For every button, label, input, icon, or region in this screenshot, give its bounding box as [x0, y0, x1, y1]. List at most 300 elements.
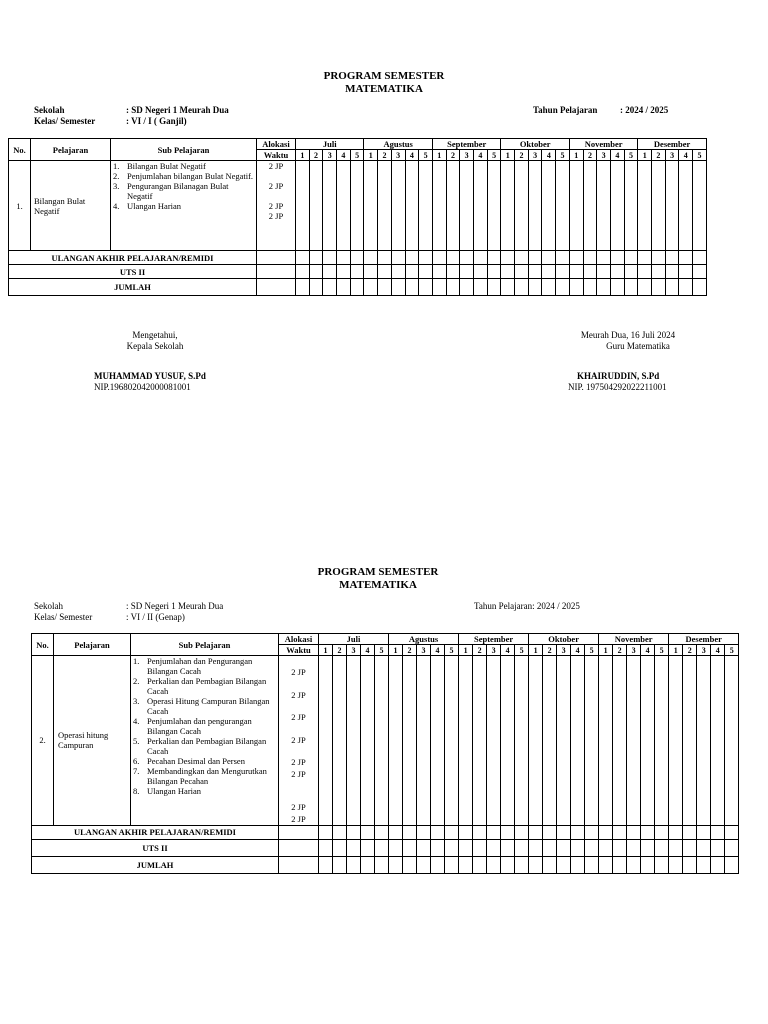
- week-cell: [364, 161, 378, 251]
- row-pelajaran: Operasi hitung Campuran: [54, 656, 131, 826]
- ulangan-alokasi: [279, 825, 319, 839]
- week-cell: [337, 251, 351, 265]
- week-cell: [432, 265, 446, 279]
- week-4-2: 2: [515, 150, 529, 161]
- week-3-2: 2: [473, 645, 487, 656]
- week-4-2: 2: [543, 645, 557, 656]
- week-3-4: 4: [474, 150, 488, 161]
- week-cell: [389, 839, 403, 856]
- week-cell: [350, 251, 364, 265]
- week-cell: [419, 279, 433, 296]
- week-cell: [569, 265, 583, 279]
- week-cell: [431, 839, 445, 856]
- sub-pelajaran-item: [113, 171, 256, 181]
- week-cell: [655, 656, 669, 826]
- week-cell: [641, 825, 655, 839]
- week-cell: [405, 161, 419, 251]
- week-cell: [501, 839, 515, 856]
- sub-pelajaran-item: [113, 161, 256, 171]
- week-cell: [431, 856, 445, 873]
- row-jumlah: JUMLAH: [32, 856, 279, 873]
- week-cell: [542, 279, 556, 296]
- week-2-1: 1: [389, 645, 403, 656]
- place-date-text: Meurah Dua, 16 Juli 2024: [580, 330, 676, 340]
- week-4-4: 4: [571, 645, 585, 656]
- week-cell: [515, 161, 529, 251]
- week-cell: [597, 161, 611, 251]
- week-cell: [403, 825, 417, 839]
- week-cell: [613, 856, 627, 873]
- week-cell: [515, 856, 529, 873]
- week-cell: [474, 265, 488, 279]
- week-cell: [613, 839, 627, 856]
- week-cell: [515, 251, 529, 265]
- week-cell: [569, 251, 583, 265]
- week-cell: [378, 265, 392, 279]
- doc1-title-line2: MATEMATIKA: [345, 83, 423, 95]
- week-cell: [529, 839, 543, 856]
- week-cell: [725, 825, 739, 839]
- week-cell: [460, 161, 474, 251]
- doc2-title: [0, 566, 756, 592]
- week-cell: [610, 161, 624, 251]
- week-cell: [487, 279, 501, 296]
- week-4-4: 4: [542, 150, 556, 161]
- week-cell: [375, 825, 389, 839]
- week-cell: [697, 856, 711, 873]
- week-cell: [459, 856, 473, 873]
- header-alokasi: Alokasi: [257, 139, 296, 150]
- month-agustus: Agustus: [364, 139, 433, 150]
- week-cell: [693, 265, 707, 279]
- row-uts: UTS II: [32, 839, 279, 856]
- week-cell: [697, 825, 711, 839]
- week-cell: [296, 161, 310, 251]
- month-oktober: Oktober: [529, 634, 599, 645]
- sub-item-text: Operasi Hitung Campuran Bilangan Cacah: [147, 696, 270, 716]
- week-cell: [323, 265, 337, 279]
- week-6-5: 5: [725, 645, 739, 656]
- week-cell: [597, 265, 611, 279]
- sub-item-number: 1.: [113, 161, 120, 171]
- week-3-3: 3: [460, 150, 474, 161]
- week-1-4: 4: [361, 645, 375, 656]
- week-cell: [515, 279, 529, 296]
- week-6-4: 4: [679, 150, 693, 161]
- week-cell: [445, 656, 459, 826]
- alokasi-value: 2 JP: [291, 813, 306, 824]
- alokasi-value: 2 JP: [268, 181, 284, 191]
- week-cell: [599, 839, 613, 856]
- week-2-3: 3: [391, 150, 405, 161]
- week-cell: [431, 825, 445, 839]
- week-cell: [323, 251, 337, 265]
- kepala-sekolah-text: Kepala Sekolah: [126, 341, 184, 351]
- week-cell: [655, 856, 669, 873]
- week-cell: [337, 265, 351, 279]
- week-cell: [391, 279, 405, 296]
- doc2-tahun-text: Tahun Pelajaran: 2024 / 2025: [474, 601, 580, 611]
- week-cell: [361, 656, 375, 826]
- month-juli: Juli: [319, 634, 389, 645]
- week-cell: [652, 279, 666, 296]
- week-4-1: 1: [501, 150, 515, 161]
- week-cell: [641, 839, 655, 856]
- week-cell: [487, 825, 501, 839]
- week-cell: [405, 265, 419, 279]
- week-cell: [599, 856, 613, 873]
- week-cell: [319, 856, 333, 873]
- alokasi-value: 2 JP: [291, 802, 306, 813]
- week-6-3: 3: [697, 645, 711, 656]
- week-cell: [697, 839, 711, 856]
- week-cell: [375, 656, 389, 826]
- week-cell: [403, 656, 417, 826]
- week-cell: [403, 856, 417, 873]
- alokasi-value: [279, 746, 318, 757]
- week-cell: [529, 856, 543, 873]
- week-5-4: 4: [641, 645, 655, 656]
- week-3-1: 1: [459, 645, 473, 656]
- sub-pelajaran-item: [133, 716, 278, 736]
- month-oktober: Oktober: [501, 139, 570, 150]
- week-cell: [347, 856, 361, 873]
- header-no: No.: [32, 634, 54, 656]
- week-cell: [528, 251, 542, 265]
- week-cell: [610, 279, 624, 296]
- week-cell: [445, 825, 459, 839]
- week-cell: [432, 161, 446, 251]
- week-cell: [501, 856, 515, 873]
- week-cell: [474, 279, 488, 296]
- week-2-3: 3: [417, 645, 431, 656]
- week-cell: [528, 279, 542, 296]
- week-1-5: 5: [375, 645, 389, 656]
- row-ulangan: ULANGAN AKHIR PELAJARAN/REMIDI: [9, 251, 257, 265]
- week-cell: [501, 825, 515, 839]
- week-4-5: 5: [556, 150, 570, 161]
- sub-item-text: Bilangan Bulat Negatif: [127, 161, 206, 171]
- week-cell: [515, 839, 529, 856]
- week-cell: [459, 839, 473, 856]
- week-cell: [665, 265, 679, 279]
- week-cell: [711, 825, 725, 839]
- sub-item-number: 4.: [133, 716, 140, 726]
- week-cell: [474, 161, 488, 251]
- week-cell: [417, 839, 431, 856]
- week-cell: [583, 279, 597, 296]
- doc2-title-line2: MATEMATIKA: [339, 579, 417, 591]
- header-waktu: Waktu: [257, 150, 296, 161]
- week-2-2: 2: [378, 150, 392, 161]
- alokasi-value: 2 JP: [291, 689, 306, 700]
- uts-alokasi: [257, 265, 296, 279]
- week-cell: [459, 656, 473, 826]
- week-2-5: 5: [445, 645, 459, 656]
- sub-item-text: Perkalian dan Pembagian Bilangan Cacah: [147, 676, 267, 696]
- week-cell: [417, 856, 431, 873]
- row-pelajaran: Bilangan Bulat Negatif: [31, 161, 111, 251]
- week-cell: [445, 839, 459, 856]
- week-cell: [350, 265, 364, 279]
- doc1-title-line1: PROGRAM SEMESTER: [323, 70, 445, 82]
- month-juli: Juli: [296, 139, 364, 150]
- week-cell: [624, 279, 638, 296]
- week-3-1: 1: [432, 150, 446, 161]
- kepala-nip: NIP.196802042000081001: [94, 382, 191, 392]
- week-cell: [389, 856, 403, 873]
- week-cell: [487, 161, 501, 251]
- week-cell: [319, 839, 333, 856]
- week-cell: [683, 656, 697, 826]
- week-3-4: 4: [501, 645, 515, 656]
- week-cell: [361, 825, 375, 839]
- week-cell: [624, 161, 638, 251]
- week-6-5: 5: [693, 150, 707, 161]
- sub-item-number: 4.: [113, 201, 120, 211]
- guru-nip: NIP. 197504292022211001: [568, 382, 667, 392]
- month-desember: Desember: [669, 634, 739, 645]
- sub-item-number: 1.: [133, 656, 140, 666]
- week-5-4: 4: [610, 150, 624, 161]
- week-cell: [405, 251, 419, 265]
- month-september: September: [459, 634, 529, 645]
- week-5-3: 3: [627, 645, 641, 656]
- week-cell: [569, 279, 583, 296]
- week-cell: [487, 839, 501, 856]
- week-cell: [697, 656, 711, 826]
- doc2-kelas-label: Kelas/ Semester: [34, 612, 93, 622]
- alokasi-value: [279, 679, 318, 690]
- week-cell: [583, 251, 597, 265]
- week-cell: [347, 656, 361, 826]
- week-1-2: 2: [333, 645, 347, 656]
- sub-item-number: 3.: [113, 181, 120, 191]
- sub-pelajaran-item: [133, 696, 278, 716]
- alokasi-value: 2 JP: [291, 734, 306, 745]
- week-cell: [473, 825, 487, 839]
- week-cell: [556, 251, 570, 265]
- week-cell: [655, 839, 669, 856]
- alokasi-value: 2 JP: [268, 161, 284, 171]
- week-6-1: 1: [669, 645, 683, 656]
- doc1-title: [0, 70, 768, 96]
- sub-pelajaran-item: [133, 656, 278, 676]
- week-cell: [378, 251, 392, 265]
- week-cell: [432, 279, 446, 296]
- week-cell: [571, 839, 585, 856]
- week-cell: [378, 161, 392, 251]
- week-cell: [296, 251, 310, 265]
- week-cell: [669, 856, 683, 873]
- week-3-2: 2: [446, 150, 460, 161]
- alokasi-value: 2 JP: [291, 667, 306, 678]
- week-cell: [487, 251, 501, 265]
- week-cell: [571, 656, 585, 826]
- month-november: November: [569, 139, 637, 150]
- doc2-title-line1: PROGRAM SEMESTER: [317, 566, 439, 578]
- week-5-2: 2: [583, 150, 597, 161]
- sub-pelajaran-item: [113, 181, 256, 201]
- sub-item-number: 2.: [113, 171, 120, 181]
- week-cell: [652, 251, 666, 265]
- week-cell: [725, 656, 739, 826]
- week-cell: [333, 839, 347, 856]
- week-cell: [641, 656, 655, 826]
- alokasi-value: 2 JP: [268, 211, 284, 221]
- week-cell: [391, 265, 405, 279]
- doc1-sekolah-value: : SD Negeri 1 Meurah Dua: [126, 105, 229, 115]
- week-cell: [679, 251, 693, 265]
- week-cell: [296, 279, 310, 296]
- week-6-3: 3: [665, 150, 679, 161]
- week-cell: [683, 839, 697, 856]
- week-cell: [557, 656, 571, 826]
- week-cell: [364, 279, 378, 296]
- week-cell: [599, 825, 613, 839]
- header-sub-pelajaran: Sub Pelajaran: [111, 139, 257, 161]
- week-cell: [683, 825, 697, 839]
- sub-item-text: Pecahan Desimal dan Persen: [147, 756, 245, 766]
- week-cell: [361, 839, 375, 856]
- week-cell: [557, 825, 571, 839]
- week-cell: [364, 251, 378, 265]
- week-cell: [655, 825, 669, 839]
- doc2-sekolah-label: Sekolah: [34, 601, 63, 611]
- week-cell: [624, 265, 638, 279]
- week-cell: [403, 839, 417, 856]
- week-cell: [529, 825, 543, 839]
- jumlah-alokasi: [279, 856, 319, 873]
- week-cell: [333, 856, 347, 873]
- week-cell: [446, 279, 460, 296]
- header-waktu: Waktu: [279, 645, 319, 656]
- week-cell: [627, 656, 641, 826]
- doc1-tahun-value: : 2024 / 2025: [620, 105, 669, 115]
- week-cell: [473, 656, 487, 826]
- alokasi-value: [279, 656, 318, 667]
- week-cell: [669, 825, 683, 839]
- week-cell: [323, 279, 337, 296]
- week-cell: [309, 265, 323, 279]
- alokasi-value: 2 JP: [291, 712, 306, 723]
- alokasi-value: [279, 780, 318, 791]
- sub-item-number: 7.: [133, 766, 140, 776]
- doc1-sekolah-label: Sekolah: [34, 105, 65, 115]
- week-cell: [460, 251, 474, 265]
- week-cell: [515, 265, 529, 279]
- week-cell: [669, 839, 683, 856]
- week-cell: [683, 856, 697, 873]
- week-cell: [543, 839, 557, 856]
- week-cell: [613, 656, 627, 826]
- week-cell: [445, 856, 459, 873]
- week-cell: [528, 161, 542, 251]
- week-2-4: 4: [431, 645, 445, 656]
- week-cell: [350, 279, 364, 296]
- week-cell: [638, 251, 652, 265]
- alokasi-cell: [257, 161, 296, 251]
- week-cell: [542, 161, 556, 251]
- week-cell: [405, 279, 419, 296]
- week-cell: [419, 265, 433, 279]
- sub-item-text: Pengurangan Bilanagan Bulat Negatif: [127, 181, 229, 201]
- doc1-table: [8, 138, 707, 296]
- week-cell: [515, 656, 529, 826]
- week-cell: [296, 265, 310, 279]
- week-cell: [460, 279, 474, 296]
- doc1-kelas-value: : VI / I ( Ganjil): [126, 116, 187, 126]
- row-jumlah: JUMLAH: [9, 279, 257, 296]
- sub-item-number: 2.: [133, 676, 140, 686]
- month-desember: Desember: [638, 139, 706, 150]
- week-cell: [569, 161, 583, 251]
- week-cell: [679, 265, 693, 279]
- week-cell: [571, 825, 585, 839]
- uts-alokasi: [279, 839, 319, 856]
- week-cell: [585, 839, 599, 856]
- alokasi-value: 2 JP: [291, 757, 306, 768]
- week-cell: [309, 161, 323, 251]
- week-cell: [347, 825, 361, 839]
- alokasi-value: [279, 701, 318, 712]
- header-pelajaran: Pelajaran: [54, 634, 131, 656]
- week-5-5: 5: [624, 150, 638, 161]
- sub-item-text: Penjumlahan dan pengurangan Bilangan Cacah: [147, 716, 252, 736]
- week-cell: [501, 279, 515, 296]
- sub-item-text: Membandingkan dan Mengurutkan Bilangan Pecahan: [147, 766, 267, 786]
- week-4-3: 3: [557, 645, 571, 656]
- week-cell: [337, 161, 351, 251]
- week-4-3: 3: [528, 150, 542, 161]
- doc2-kelas-value: : VI / II (Genap): [126, 612, 185, 622]
- doc2-table: [31, 633, 739, 874]
- week-6-4: 4: [711, 645, 725, 656]
- week-cell: [711, 839, 725, 856]
- week-cell: [652, 265, 666, 279]
- week-4-5: 5: [585, 645, 599, 656]
- week-cell: [556, 265, 570, 279]
- week-1-3: 3: [347, 645, 361, 656]
- week-cell: [460, 265, 474, 279]
- header-pelajaran: Pelajaran: [31, 139, 111, 161]
- week-cell: [711, 856, 725, 873]
- week-cell: [528, 265, 542, 279]
- week-5-3: 3: [597, 150, 611, 161]
- week-cell: [638, 279, 652, 296]
- week-cell: [571, 856, 585, 873]
- alokasi-cell: [279, 656, 319, 826]
- week-cell: [501, 265, 515, 279]
- week-cell: [419, 251, 433, 265]
- week-cell: [725, 839, 739, 856]
- week-cell: [319, 656, 333, 826]
- sub-pelajaran-item: [133, 676, 278, 696]
- sub-item-text: Ulangan Harian: [127, 201, 182, 211]
- week-cell: [432, 251, 446, 265]
- week-cell: [391, 161, 405, 251]
- doc1-tahun-label: Tahun Pelajaran: [533, 105, 598, 115]
- week-cell: [446, 161, 460, 251]
- week-cell: [361, 856, 375, 873]
- guru-name: KHAIRUDDIN, S.Pd: [577, 371, 660, 381]
- mengetahui-text: Mengetahui,: [132, 330, 178, 340]
- week-cell: [501, 656, 515, 826]
- week-cell: [364, 265, 378, 279]
- week-3-3: 3: [487, 645, 501, 656]
- sub-item-text: Perkalian dan Pembagian Bilangan Cacah: [147, 736, 267, 756]
- week-cell: [679, 161, 693, 251]
